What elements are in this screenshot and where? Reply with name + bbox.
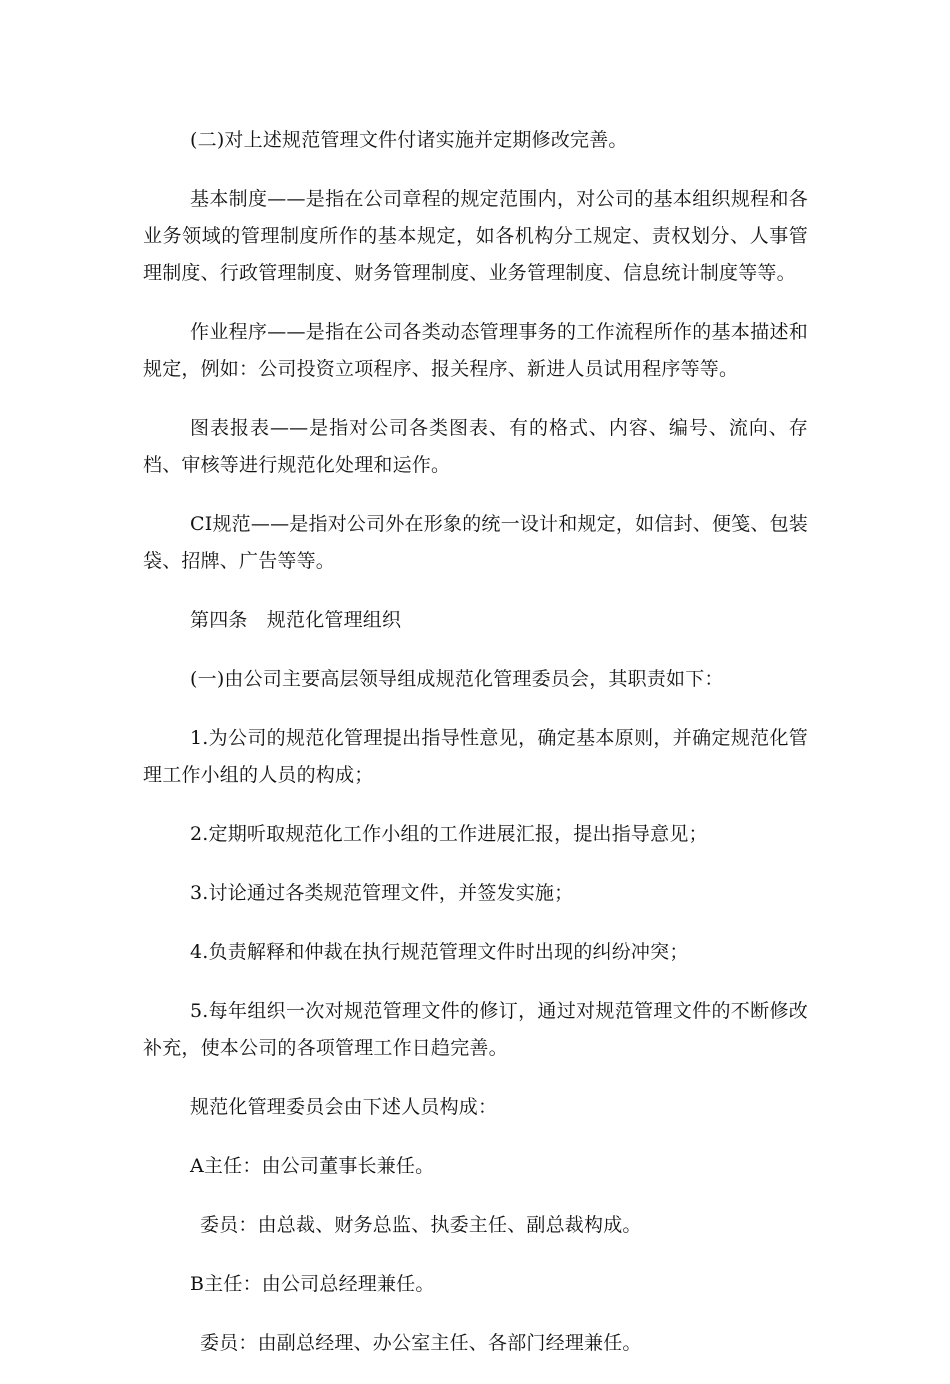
duty-item-4: 4.负责解释和仲裁在执行规范管理文件时出现的纠纷冲突； (190, 941, 689, 963)
paragraph-ci-standard: CI规范——是指对公司外在形象的统一设计和规定，如信封、便笺、包装袋、招牌、广告等等。 (143, 513, 808, 572)
article-four-heading: 第四条 规范化管理组织 (190, 609, 402, 631)
committee-composition-heading: 规范化管理委员会由下述人员构成： (190, 1096, 498, 1118)
duty-item-3: 3.讨论通过各类规范管理文件，并签发实施； (190, 882, 574, 904)
option-b-director: B主任：由公司总经理兼任。 (190, 1273, 435, 1295)
option-a-members: 委员：由总裁、财务总监、执委主任、副总裁构成。 (200, 1214, 642, 1236)
paragraph-implementation: (二)对上述规范管理文件付诸实施并定期修改完善。 (190, 129, 628, 151)
option-a-director: A主任：由公司董事长兼任。 (190, 1155, 435, 1177)
paragraph-charts-reports: 图表报表——是指对公司各类图表、有的格式、内容、编号、流向、存档、审核等进行规范化处理和运作。 (143, 417, 808, 476)
duty-item-2: 2.定期听取规范化工作小组的工作进展汇报，提出指导意见； (190, 823, 708, 845)
paragraph-committee-intro: (一)由公司主要高层领导组成规范化管理委员会，其职责如下： (190, 668, 724, 690)
document-body (143, 122, 808, 1384)
option-b-members: 委员：由副总经理、办公室主任、各部门经理兼任。 (200, 1332, 642, 1354)
duty-item-1: 1.为公司的规范化管理提出指导性意见，确定基本原则，并确定规范化管理工作小组的人员的构成； (143, 727, 808, 786)
paragraph-basic-system: 基本制度——是指在公司章程的规定范围内，对公司的基本组织规程和各业务领域的管理制度所作的基本规定，如各机构分工规定、责权划分、人事管理制度、行政管理制度、财务管理制度、业务管理制度、信息统计制度等等。 (143, 188, 808, 284)
paragraph-operating-procedure: 作业程序——是指在公司各类动态管理事务的工作流程所作的基本描述和规定，例如：公司投资立项程序、报关程序、新进人员试用程序等等。 (143, 321, 808, 380)
duty-item-5: 5.每年组织一次对规范管理文件的修订，通过对规范管理文件的不断修改补充，使本公司的各项管理工作日趋完善。 (143, 1000, 808, 1059)
